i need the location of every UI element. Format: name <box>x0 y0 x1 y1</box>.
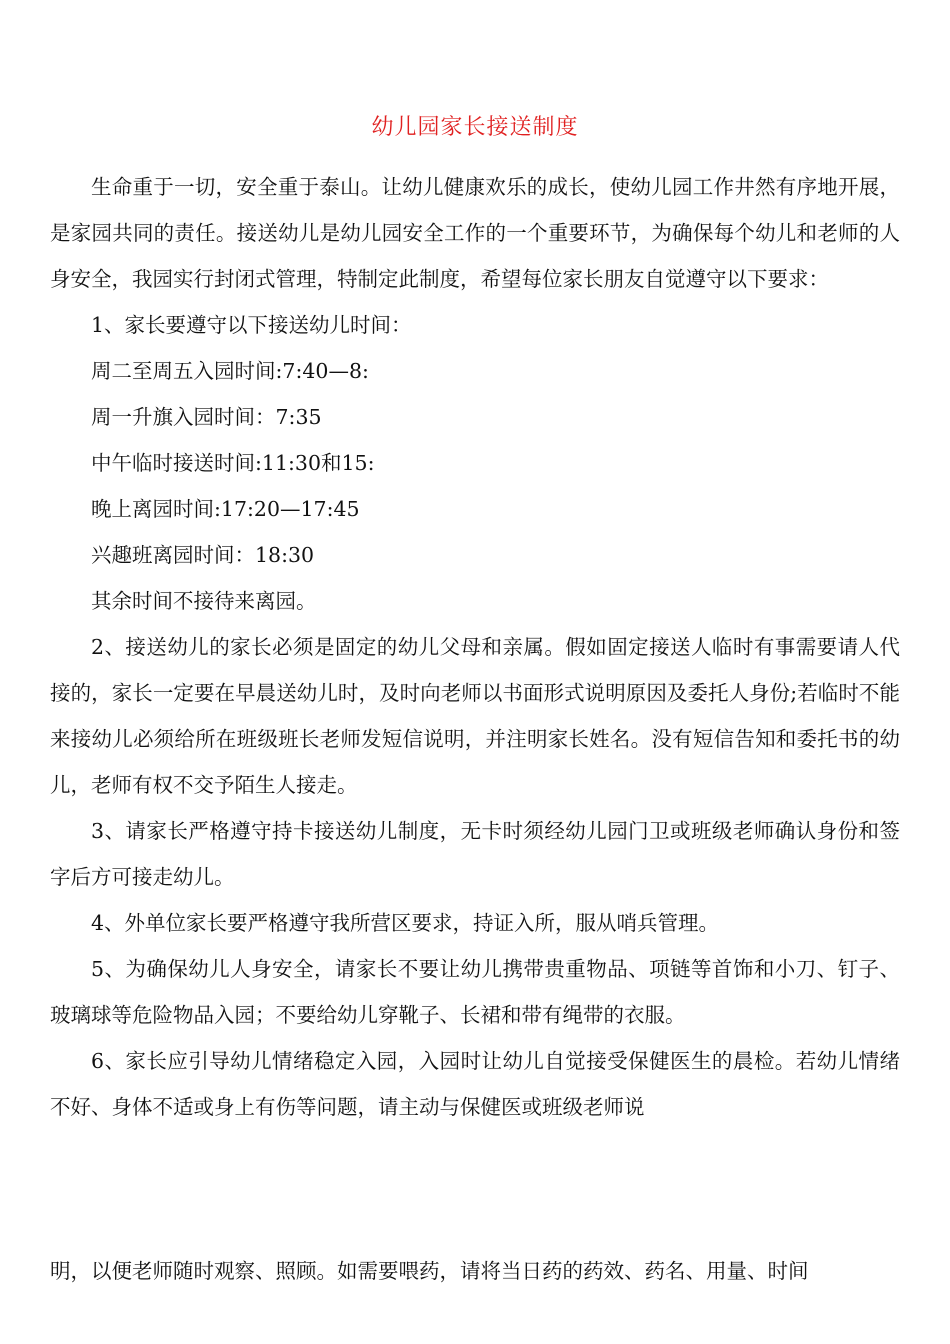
item-1-heading: 1、家长要遵守以下接送幼儿时间： <box>91 313 412 337</box>
time-line-other: 其余时间不接待来离园。 <box>91 589 317 613</box>
item-2-paragraph: 2、接送幼儿的家长必须是固定的幼儿父母和亲属。假如固定接送人临时有事需要请人代接的，家长一定要在早晨送幼儿时，及时向老师以书面形式说明原因及委托人身份;若临时不能来接幼儿必须给所在班级班长老师发短信说明，并注明家长姓名。没有短信告知和委托书的幼儿，老师有权不交予陌生人接走。 <box>50 635 900 797</box>
item-4-paragraph: 4、外单位家长要严格遵守我所营区要求，持证入所，服从哨兵管理。 <box>91 911 720 935</box>
time-line-interest-class: 兴趣班离园时间：18:30 <box>91 543 315 567</box>
time-line-weekday: 周二至周五入园时间:7:40—8: <box>91 359 369 383</box>
item-5-paragraph: 5、为确保幼儿人身安全，请家长不要让幼儿携带贵重物品、项链等首饰和小刀、钉子、玻璃球等危险物品入园；不要给幼儿穿靴子、长裙和带有绳带的衣服。 <box>50 957 900 1027</box>
document-body <box>50 164 900 1130</box>
time-line-noon: 中午临时接送时间:11:30和15: <box>91 451 375 475</box>
time-line-monday: 周一升旗入园时间：7:35 <box>91 405 322 429</box>
item-3-paragraph: 3、请家长严格遵守持卡接送幼儿制度，无卡时须经幼儿园门卫或班级老师确认身份和签字后方可接走幼儿。 <box>50 819 900 889</box>
item-6-paragraph: 6、家长应引导幼儿情绪稳定入园，入园时让幼儿自觉接受保健医生的晨检。若幼儿情绪不好、身体不适或身上有伤等问题，请主动与保健医或班级老师说 <box>50 1049 900 1119</box>
document-title: 幼儿园家长接送制度 <box>371 115 579 140</box>
time-line-evening: 晚上离园时间:17:20—17:45 <box>91 497 360 521</box>
continuation-paragraph: 明，以便老师随时观察、照顾。如需要喂药，请将当日药的药效、药名、用量、时间 <box>50 1259 809 1283</box>
intro-paragraph: 生命重于一切，安全重于泰山。让幼儿健康欢乐的成长，使幼儿园工作井然有序地开展，是家园共同的责任。接送幼儿是幼儿园安全工作的一个重要环节，为确保每个幼儿和老师的人身安全，我园实行封闭式管理，特制定此制度，希望每位家长朋友自觉遵守以下要求： <box>50 175 900 291</box>
